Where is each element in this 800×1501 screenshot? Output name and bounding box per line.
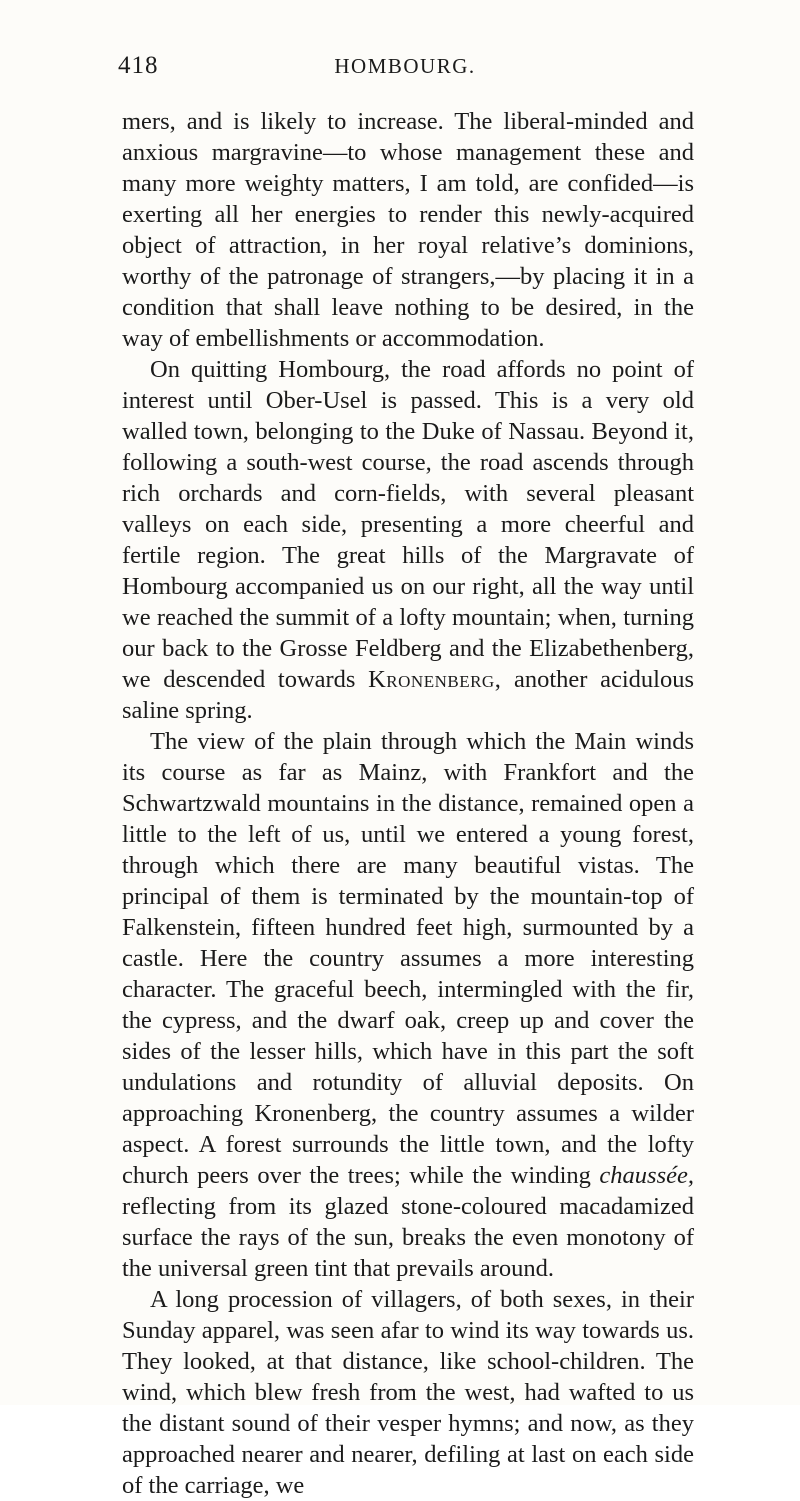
paragraph: A long procession of villagers, of both sexes, in their Sunday apparel, was seen afar to wind its way towards us. They looked, at that distance, like school-children. The wind, which blew fresh from the west, had wafted to us the distant sound of their vesper hymns; and now, as they approached nearer and nearer, defiling at last on each side of the carriage, we: [122, 1286, 694, 1499]
paragraph-text: another acidulous saline spring.: [122, 666, 694, 724]
paragraph-text: The view of the plain through which the Main winds its course as far as Mainz, with Frankfort and the Schwartzwald mountains in the distance, remained open a little to the left of us, until we entered a young forest, through which there are many beautiful vistas. The principal of them is terminated by the mountain-top of Falkenstein, fifteen hundred feet high, surmounted by a castle. Here the country assumes a more interesting character. The graceful beech, intermingled with the fir, the cypress, and the dwarf oak, creep up and cover the sides of the lesser hills, which have in this part the soft undulations and rotundity of alluvial deposits. On approaching Kronenberg, the country assumes a wilder aspect. A forest surrounds the little town, and the lofty church peers over the trees; while the winding: [122, 728, 694, 1189]
place-name-small-caps: Kronenberg,: [368, 666, 502, 693]
italic-term: chaussée,: [599, 1162, 694, 1189]
body-text: [122, 106, 694, 1501]
paragraph: [122, 354, 694, 726]
paragraph: mers, and is likely to increase. The liberal-minded and anxious margravine—to whose management these and many more weighty matters, I am told, are confided—is exerting all her energies to render this newly-acquired object of attraction, in her royal relative’s dominions, worthy of the patronage of strangers,—by placing it in a condition that shall leave nothing to be desired, in the way of embellishments or accommodation.: [122, 108, 694, 352]
paragraph: [122, 726, 694, 1284]
running-head: HOMBOURG.: [334, 54, 476, 78]
page-number: 418: [118, 52, 159, 79]
page-header: [118, 52, 692, 88]
paragraph-text: reflecting from its glazed stone-coloured macadamized surface the rays of the sun, breaks the even monotony of the universal green tint that prevails around.: [122, 1193, 694, 1282]
paragraph-text: On quitting Hombourg, the road affords no point of interest until Ober-Usel is passed. This is a very old walled town, belonging to the Duke of Nassau. Beyond it, following a south-west course, the road ascends through rich orchards and corn-fields, with several pleasant valleys on each side, presenting a more cheerful and fertile region. The great hills of the Margravate of Hombourg accompanied us on our right, all the way until we reached the summit of a lofty mountain; when, turning our back to the Grosse Feldberg and the Elizabethenberg, we descended towards: [122, 356, 694, 693]
